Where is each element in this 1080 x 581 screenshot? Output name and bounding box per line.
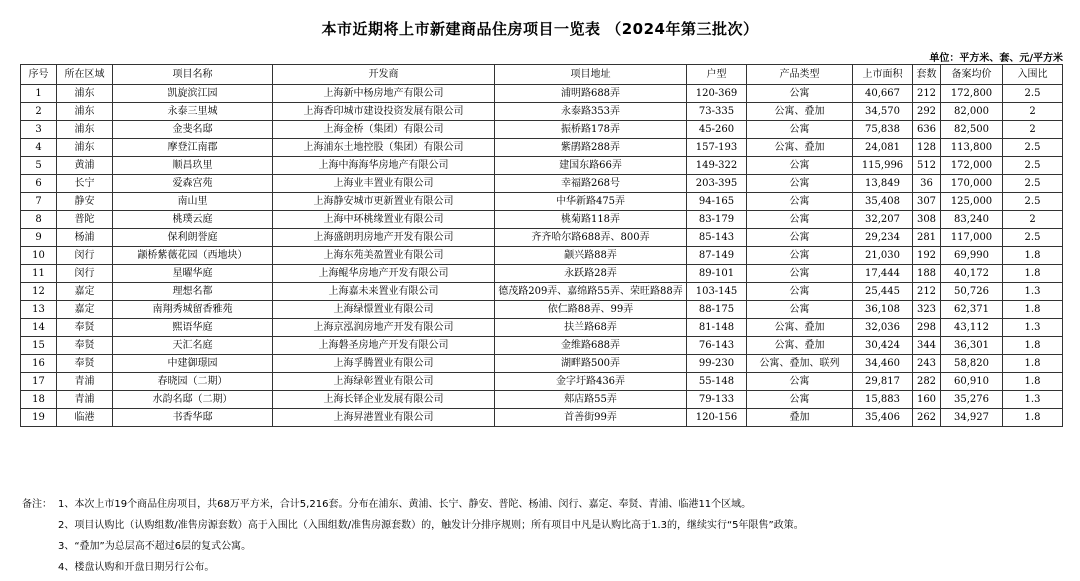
table-cell: 323 xyxy=(913,301,941,319)
table-cell: 50,726 xyxy=(941,283,1003,301)
table-row xyxy=(21,373,1063,391)
table-cell: 120-156 xyxy=(687,409,747,427)
page-title: 本市近期将上市新建商品住房项目一览表 （2024年第三批次） xyxy=(321,20,759,38)
table-cell: 金维路688弄 xyxy=(495,337,687,355)
table-cell: 熙语华庭 xyxy=(113,319,273,337)
note-line xyxy=(22,557,804,578)
table-cell: 308 xyxy=(913,211,941,229)
table-cell: 103-145 xyxy=(687,283,747,301)
table-cell: 上海孚腾置业有限公司 xyxy=(273,355,495,373)
table-cell: 上海中海海华房地产有限公司 xyxy=(273,157,495,175)
table-cell: 公寓 xyxy=(747,193,853,211)
table-cell: 12 xyxy=(21,283,57,301)
table-cell: 公寓、叠加、联列 xyxy=(747,355,853,373)
table-cell: 157-193 xyxy=(687,139,747,157)
table-cell: 512 xyxy=(913,157,941,175)
table-cell: 幸福路268号 xyxy=(495,175,687,193)
table-cell: 浦明路688弄 xyxy=(495,85,687,103)
table-cell: 桃菊路118弄 xyxy=(495,211,687,229)
table-cell: 35,406 xyxy=(853,409,913,427)
table-cell: 29,817 xyxy=(853,373,913,391)
table-cell: 浦东 xyxy=(57,139,113,157)
column-header: 备案均价 xyxy=(941,65,1003,85)
table-row xyxy=(21,121,1063,139)
table-cell: 书香华邸 xyxy=(113,409,273,427)
table-row xyxy=(21,157,1063,175)
table-cell: 上海盛朗玥房地产开发有限公司 xyxy=(273,229,495,247)
table-cell: 天汇名庭 xyxy=(113,337,273,355)
table-cell: 公寓 xyxy=(747,211,853,229)
table-cell: 34,570 xyxy=(853,103,913,121)
table-cell: 1.3 xyxy=(1003,319,1063,337)
table-cell: 34,460 xyxy=(853,355,913,373)
table-cell: 29,234 xyxy=(853,229,913,247)
table-row xyxy=(21,211,1063,229)
table-cell: 262 xyxy=(913,409,941,427)
column-header: 套数 xyxy=(913,65,941,85)
table-row xyxy=(21,103,1063,121)
table-header-row xyxy=(21,65,1063,85)
table-cell: 60,910 xyxy=(941,373,1003,391)
table-cell: 公寓 xyxy=(747,229,853,247)
table-cell: 2.5 xyxy=(1003,229,1063,247)
table-cell: 公寓 xyxy=(747,247,853,265)
table-cell: 闵行 xyxy=(57,247,113,265)
table-cell: 公寓 xyxy=(747,373,853,391)
table-row xyxy=(21,193,1063,211)
table-cell: 上海香印城市建设投资发展有限公司 xyxy=(273,103,495,121)
table-cell: 浦东 xyxy=(57,103,113,121)
table-cell: 8 xyxy=(21,211,57,229)
table-cell: 临港 xyxy=(57,409,113,427)
table-cell: 湖畔路500弄 xyxy=(495,355,687,373)
table-cell: 公寓 xyxy=(747,265,853,283)
table-cell: 9 xyxy=(21,229,57,247)
table-cell: 依仁路88弄、99弄 xyxy=(495,301,687,319)
table-cell: 首善街99弄 xyxy=(495,409,687,427)
table-cell: 11 xyxy=(21,265,57,283)
table-cell: 闵行 xyxy=(57,265,113,283)
table-cell: 172,000 xyxy=(941,157,1003,175)
table-cell: 中华新路475弄 xyxy=(495,193,687,211)
table-cell: 公寓 xyxy=(747,301,853,319)
note-text: 4、楼盘认购和开盘日期另行公布。 xyxy=(58,562,215,573)
column-header: 户型 xyxy=(687,65,747,85)
table-cell: 243 xyxy=(913,355,941,373)
table-cell: 212 xyxy=(913,283,941,301)
table-cell: 2.5 xyxy=(1003,175,1063,193)
table-row xyxy=(21,409,1063,427)
table-cell: 24,081 xyxy=(853,139,913,157)
column-header: 项目名称 xyxy=(113,65,273,85)
table-cell: 15,883 xyxy=(853,391,913,409)
table-cell: 黄浦 xyxy=(57,157,113,175)
column-header: 产品类型 xyxy=(747,65,853,85)
table-cell: 金斐名邸 xyxy=(113,121,273,139)
table-cell: 水韵名邸（二期） xyxy=(113,391,273,409)
note-text: 1、本次上市19个商品住房项目，共68万平方米，合计5,216套。分布在浦东、黄浦、长宁、静安、普陀、杨浦、闵行、嘉定、奉贤、青浦、临港11个区域。 xyxy=(58,499,752,510)
table-cell: 83-179 xyxy=(687,211,747,229)
table-cell: 静安 xyxy=(57,193,113,211)
table-cell: 上海业丰置业有限公司 xyxy=(273,175,495,193)
table-cell: 公寓、叠加 xyxy=(747,337,853,355)
table-cell: 公寓 xyxy=(747,157,853,175)
table-cell: 普陀 xyxy=(57,211,113,229)
table-cell: 128 xyxy=(913,139,941,157)
table-cell: 172,800 xyxy=(941,85,1003,103)
table-row xyxy=(21,265,1063,283)
note-line xyxy=(22,494,804,515)
table-cell: 1.8 xyxy=(1003,373,1063,391)
table-cell: 82,500 xyxy=(941,121,1003,139)
table-cell: 203-395 xyxy=(687,175,747,193)
table-cell: 公寓、叠加 xyxy=(747,319,853,337)
table-cell: 1.8 xyxy=(1003,301,1063,319)
table-cell: 1.8 xyxy=(1003,355,1063,373)
table-cell: 理想名都 xyxy=(113,283,273,301)
table-cell: 奉贤 xyxy=(57,337,113,355)
table-cell: 永跃路28弄 xyxy=(495,265,687,283)
table-cell: 40,667 xyxy=(853,85,913,103)
table-row xyxy=(21,337,1063,355)
table-cell: 344 xyxy=(913,337,941,355)
table-cell: 149-322 xyxy=(687,157,747,175)
table-row xyxy=(21,319,1063,337)
table-cell: 1.8 xyxy=(1003,409,1063,427)
table-cell: 35,408 xyxy=(853,193,913,211)
table-cell: 32,036 xyxy=(853,319,913,337)
table-cell: 上海东苑美盈置业有限公司 xyxy=(273,247,495,265)
table-cell: 192 xyxy=(913,247,941,265)
table-cell: 紫鹃路288弄 xyxy=(495,139,687,157)
table-cell: 扶兰路68弄 xyxy=(495,319,687,337)
table-cell: 上海绿憬置业有限公司 xyxy=(273,301,495,319)
projects-table xyxy=(20,64,1063,427)
table-cell: 13,849 xyxy=(853,175,913,193)
table-cell: 89-101 xyxy=(687,265,747,283)
table-cell: 2.5 xyxy=(1003,139,1063,157)
table-cell: 1.8 xyxy=(1003,247,1063,265)
table-cell: 94-165 xyxy=(687,193,747,211)
table-cell: 82,000 xyxy=(941,103,1003,121)
table-cell: 13 xyxy=(21,301,57,319)
column-header: 开发商 xyxy=(273,65,495,85)
table-cell: 颛兴路88弄 xyxy=(495,247,687,265)
table-cell: 10 xyxy=(21,247,57,265)
column-header: 项目地址 xyxy=(495,65,687,85)
table-cell: 上海鲲华房地产开发有限公司 xyxy=(273,265,495,283)
table-cell: 36 xyxy=(913,175,941,193)
table-cell: 2 xyxy=(1003,211,1063,229)
table-cell: 摩登江南郡 xyxy=(113,139,273,157)
note-text: 2、项目认购比（认购组数/准售房源套数）高于入围比（入围组数/准售房源套数）的，触发计分排序规则；所有项目中凡是认购比高于1.3的，继续实行“5年限售”政策。 xyxy=(58,520,804,531)
table-cell: 2 xyxy=(1003,121,1063,139)
table-cell: 19 xyxy=(21,409,57,427)
table-cell: 振桥路178弄 xyxy=(495,121,687,139)
table-cell: 17 xyxy=(21,373,57,391)
table-cell: 307 xyxy=(913,193,941,211)
table-cell: 顺昌玖里 xyxy=(113,157,273,175)
table-cell: 292 xyxy=(913,103,941,121)
table-cell: 6 xyxy=(21,175,57,193)
table-row xyxy=(21,247,1063,265)
table-cell: 170,000 xyxy=(941,175,1003,193)
table-cell: 117,000 xyxy=(941,229,1003,247)
table-cell: 25,445 xyxy=(853,283,913,301)
table-cell: 40,172 xyxy=(941,265,1003,283)
unit-label: 单位：平方米、套、元/平方米 xyxy=(929,53,1063,64)
notes-label: 备注： xyxy=(22,499,52,510)
table-cell: 1.3 xyxy=(1003,283,1063,301)
table-cell: 298 xyxy=(913,319,941,337)
table-cell: 14 xyxy=(21,319,57,337)
table-row xyxy=(21,85,1063,103)
table-cell: 32,207 xyxy=(853,211,913,229)
table-cell: 凯旋滨江园 xyxy=(113,85,273,103)
table-cell: 21,030 xyxy=(853,247,913,265)
table-cell: 嘉定 xyxy=(57,283,113,301)
table-cell: 公寓、叠加 xyxy=(747,103,853,121)
table-cell: 69,990 xyxy=(941,247,1003,265)
table-cell: 上海中环桃缘置业有限公司 xyxy=(273,211,495,229)
table-cell: 188 xyxy=(913,265,941,283)
table-cell: 35,276 xyxy=(941,391,1003,409)
table-cell: 公寓 xyxy=(747,121,853,139)
table-cell: 4 xyxy=(21,139,57,157)
table-cell: 中建御璟园 xyxy=(113,355,273,373)
table-cell: 45-260 xyxy=(687,121,747,139)
table-row xyxy=(21,139,1063,157)
table-cell: 上海昇港置业有限公司 xyxy=(273,409,495,427)
column-header: 序号 xyxy=(21,65,57,85)
table-cell: 颛桥紫薇花园（西地块） xyxy=(113,247,273,265)
table-cell: 30,424 xyxy=(853,337,913,355)
table-cell: 嘉定 xyxy=(57,301,113,319)
table-cell: 81-148 xyxy=(687,319,747,337)
table-cell: 奉贤 xyxy=(57,355,113,373)
table-cell: 76-143 xyxy=(687,337,747,355)
table-cell: 2 xyxy=(21,103,57,121)
table-cell: 长宁 xyxy=(57,175,113,193)
column-header: 上市面积 xyxy=(853,65,913,85)
table-cell: 公寓、叠加 xyxy=(747,139,853,157)
table-cell: 2.5 xyxy=(1003,193,1063,211)
table-cell: 87-149 xyxy=(687,247,747,265)
table-cell: 36,301 xyxy=(941,337,1003,355)
table-cell: 43,112 xyxy=(941,319,1003,337)
table-cell: 99-230 xyxy=(687,355,747,373)
table-cell: 春晓园（二期） xyxy=(113,373,273,391)
table-cell: 奉贤 xyxy=(57,319,113,337)
note-line xyxy=(22,515,804,536)
table-cell: 58,820 xyxy=(941,355,1003,373)
table-cell: 永泰路353弄 xyxy=(495,103,687,121)
table-cell: 73-335 xyxy=(687,103,747,121)
table-cell: 爱森宫苑 xyxy=(113,175,273,193)
table-cell: 282 xyxy=(913,373,941,391)
table-cell: 55-148 xyxy=(687,373,747,391)
table-cell: 上海金桥（集团）有限公司 xyxy=(273,121,495,139)
table-cell: 齐齐哈尔路688弄、800弄 xyxy=(495,229,687,247)
table-cell: 18 xyxy=(21,391,57,409)
note-text: 3、“叠加”为总层高不超过6层的复式公寓。 xyxy=(58,541,252,552)
table-cell: 永泰三里城 xyxy=(113,103,273,121)
table-cell: 1.8 xyxy=(1003,337,1063,355)
table-row xyxy=(21,283,1063,301)
table-cell: 南山里 xyxy=(113,193,273,211)
table-cell: 浦东 xyxy=(57,85,113,103)
table-cell: 5 xyxy=(21,157,57,175)
table-cell: 212 xyxy=(913,85,941,103)
table-cell: 34,927 xyxy=(941,409,1003,427)
column-header: 所在区域 xyxy=(57,65,113,85)
table-cell: 建国东路66弄 xyxy=(495,157,687,175)
table-row xyxy=(21,391,1063,409)
table-cell: 88-175 xyxy=(687,301,747,319)
column-header: 入围比 xyxy=(1003,65,1063,85)
table-cell: 1.8 xyxy=(1003,265,1063,283)
table-cell: 上海长铎企业发展有限公司 xyxy=(273,391,495,409)
table-cell: 83,240 xyxy=(941,211,1003,229)
table-cell: 113,800 xyxy=(941,139,1003,157)
table-cell: 15 xyxy=(21,337,57,355)
table-cell: 2.5 xyxy=(1003,85,1063,103)
table-cell: 1 xyxy=(21,85,57,103)
table-cell: 85-143 xyxy=(687,229,747,247)
table-cell: 公寓 xyxy=(747,391,853,409)
table-cell: 郏店路55弄 xyxy=(495,391,687,409)
table-cell: 南翔秀城留香雅苑 xyxy=(113,301,273,319)
table-row xyxy=(21,301,1063,319)
table-cell: 德茂路209弄、嘉绵路55弄、荣旺路88弄 xyxy=(495,283,687,301)
table-cell: 公寓 xyxy=(747,175,853,193)
table-cell: 62,371 xyxy=(941,301,1003,319)
table-cell: 2.5 xyxy=(1003,157,1063,175)
table-row xyxy=(21,229,1063,247)
table-cell: 星曜华庭 xyxy=(113,265,273,283)
table-cell: 杨浦 xyxy=(57,229,113,247)
table-cell: 3 xyxy=(21,121,57,139)
table-cell: 上海京泓润房地产开发有限公司 xyxy=(273,319,495,337)
notes-section xyxy=(22,494,804,578)
table-cell: 上海嘉未来置业有限公司 xyxy=(273,283,495,301)
table-cell: 120-369 xyxy=(687,85,747,103)
table-cell: 上海静安城市更新置业有限公司 xyxy=(273,193,495,211)
table-cell: 公寓 xyxy=(747,283,853,301)
table-cell: 保利朗誉庭 xyxy=(113,229,273,247)
table-cell: 青浦 xyxy=(57,391,113,409)
table-cell: 浦东 xyxy=(57,121,113,139)
table-cell: 115,996 xyxy=(853,157,913,175)
table-cell: 36,108 xyxy=(853,301,913,319)
table-row xyxy=(21,175,1063,193)
table-cell: 公寓 xyxy=(747,85,853,103)
table-cell: 桃璞云庭 xyxy=(113,211,273,229)
table-cell: 1.3 xyxy=(1003,391,1063,409)
table-cell: 上海新中杨房地产有限公司 xyxy=(273,85,495,103)
table-cell: 上海绿彰置业有限公司 xyxy=(273,373,495,391)
table-cell: 160 xyxy=(913,391,941,409)
table-cell: 17,444 xyxy=(853,265,913,283)
table-cell: 2 xyxy=(1003,103,1063,121)
table-cell: 青浦 xyxy=(57,373,113,391)
table-cell: 636 xyxy=(913,121,941,139)
table-cell: 16 xyxy=(21,355,57,373)
table-cell: 281 xyxy=(913,229,941,247)
table-cell: 125,000 xyxy=(941,193,1003,211)
table-cell: 79-133 xyxy=(687,391,747,409)
table-cell: 7 xyxy=(21,193,57,211)
table-cell: 75,838 xyxy=(853,121,913,139)
table-cell: 金字圩路436弄 xyxy=(495,373,687,391)
table-cell: 叠加 xyxy=(747,409,853,427)
note-line xyxy=(22,536,804,557)
table-cell: 上海浦东土地控股（集团）有限公司 xyxy=(273,139,495,157)
table-cell: 上海磐圣房地产开发有限公司 xyxy=(273,337,495,355)
table-row xyxy=(21,355,1063,373)
